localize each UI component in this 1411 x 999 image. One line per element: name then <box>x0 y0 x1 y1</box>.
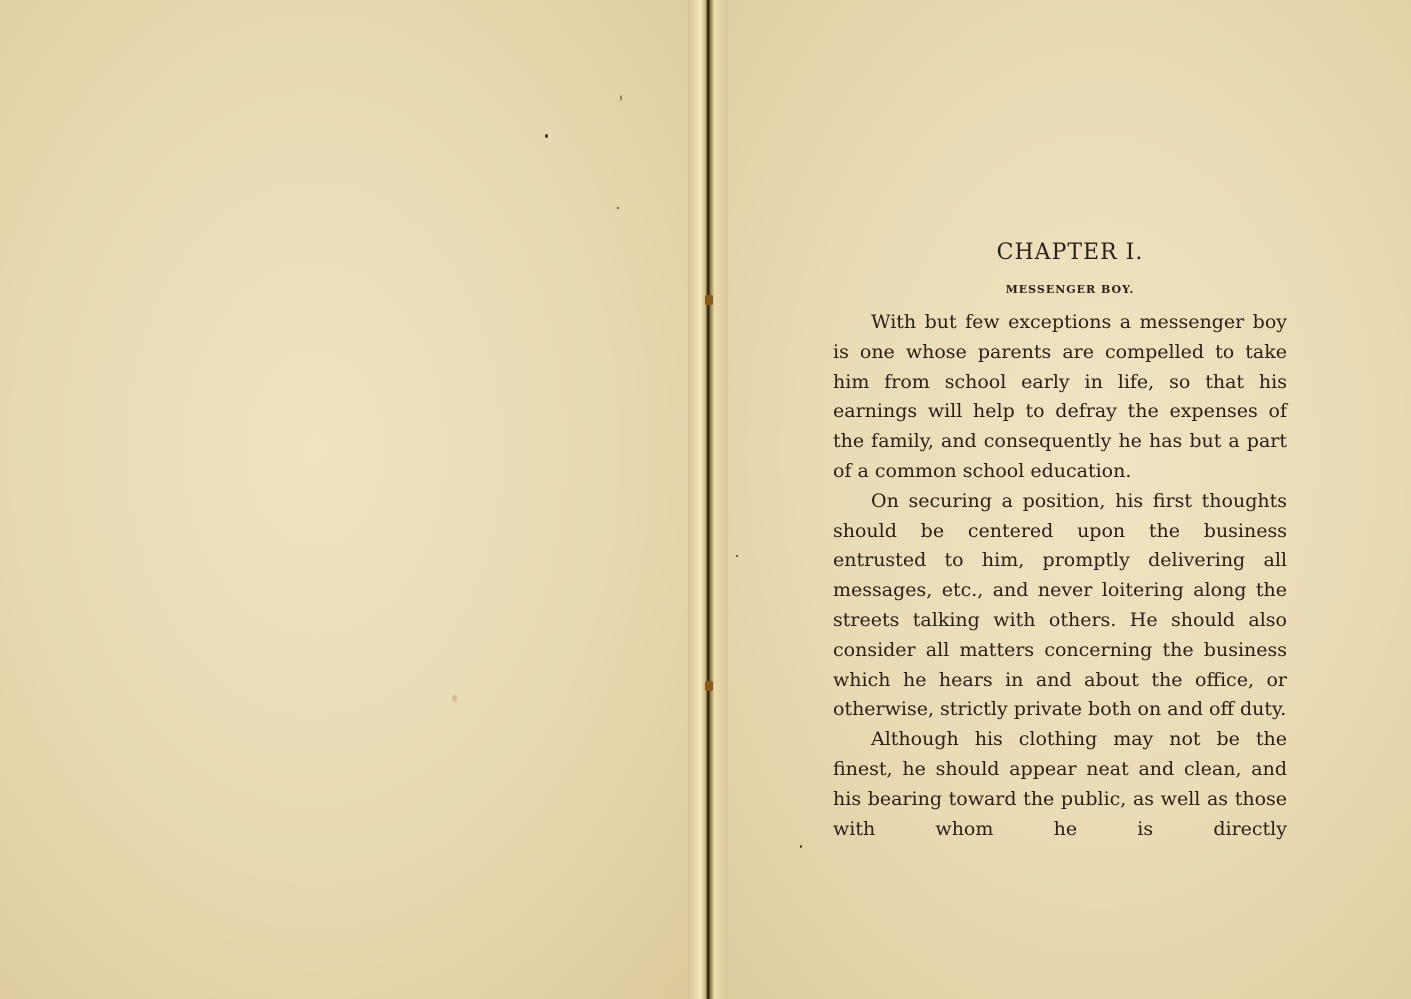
chapter-subtitle: MESSENGER BOY. <box>1005 283 1135 296</box>
paragraph-3: Although his clothing may not be the finest, he should appear neat and clean, and his bearing toward the public, as well as those with whom he is directly <box>833 728 1287 840</box>
paper-stain <box>452 695 457 702</box>
paragraph-1: With but few exceptions a messenger boy is one whose parents are compelled to take him from school early in life, so that his earnings will help to defray the expenses of the family, and consequently he has but a part of a common school education. <box>833 311 1287 482</box>
chapter-title: CHAPTER I. <box>996 240 1144 265</box>
paper-speck <box>736 555 738 557</box>
paper-speck <box>800 845 802 848</box>
binding-stitch-bottom <box>705 681 713 691</box>
chapter-text-block <box>833 240 1287 844</box>
paper-speck <box>545 134 548 138</box>
binding-stitch-top <box>705 295 713 305</box>
paper-speck <box>620 95 622 101</box>
book-spine <box>688 0 728 999</box>
left-page-blank <box>0 0 700 999</box>
paragraph-2: On securing a position, his first thoughts should be centered upon the business entrusted to him, promptly delivering all messages, etc., and never loitering along the streets talking with others. He should also consider all matters concerning the business which he hears in and about the office, or otherwise, strictly private both on and off duty. <box>833 489 1287 721</box>
paper-speck <box>617 207 619 209</box>
